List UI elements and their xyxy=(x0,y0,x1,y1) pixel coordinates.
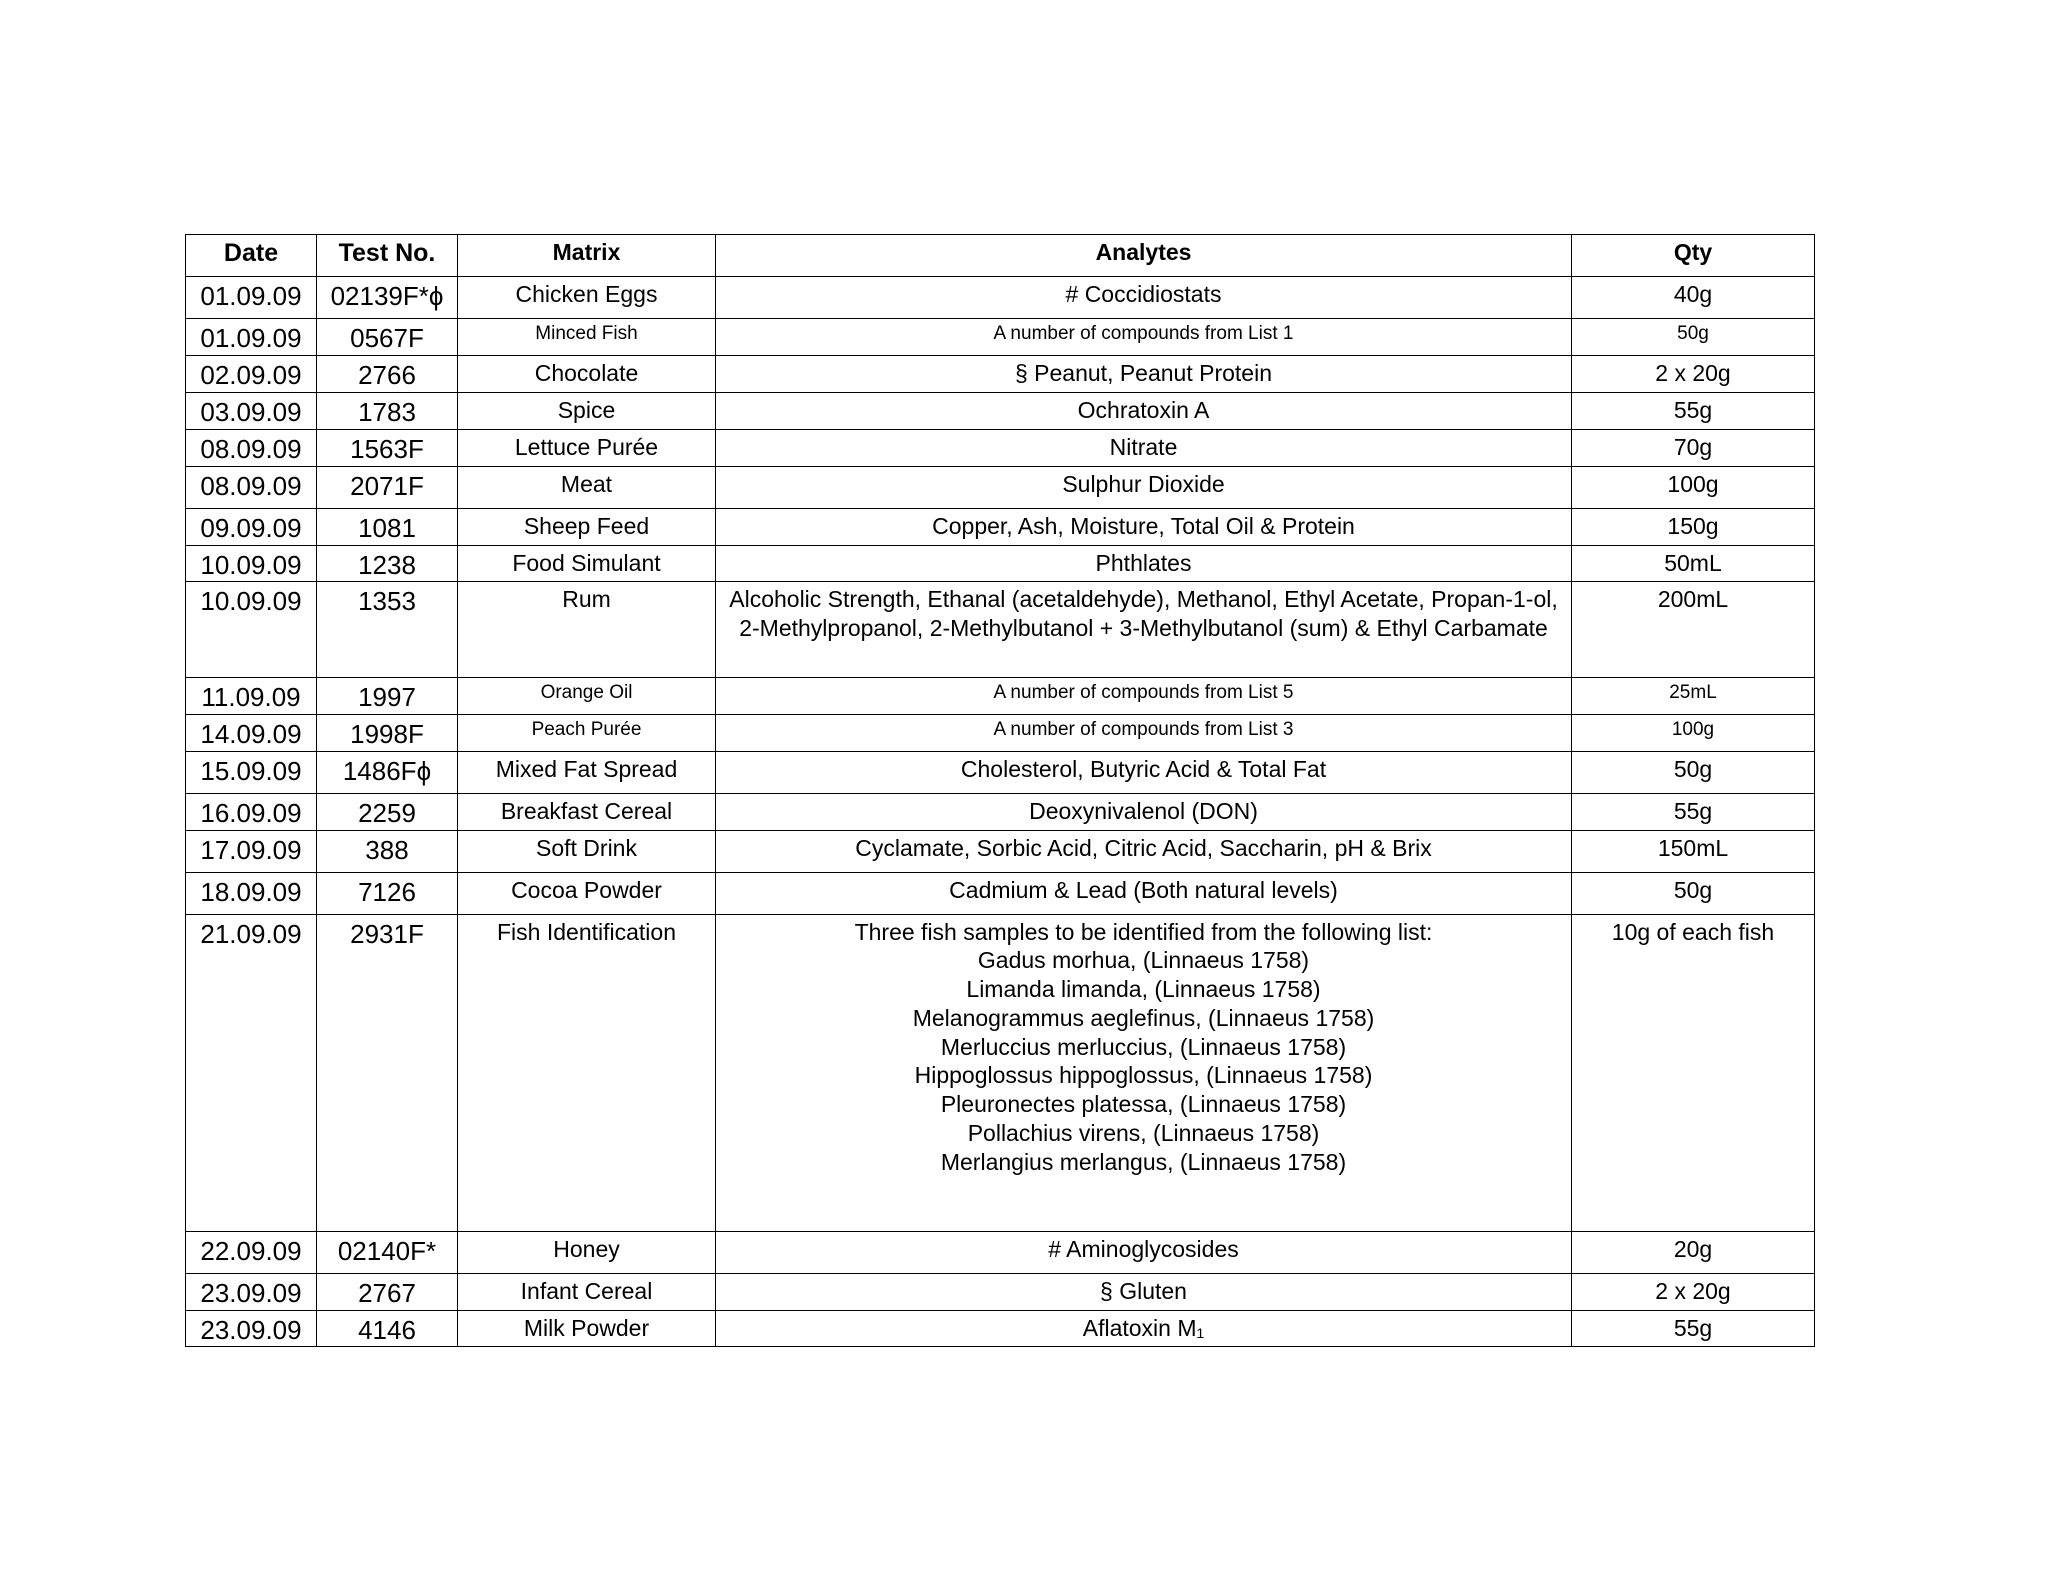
cell-qty: 100g xyxy=(1572,466,1815,508)
cell-analytes xyxy=(716,714,1572,751)
cell-analytes xyxy=(716,830,1572,872)
cell-date: 16.09.09 xyxy=(186,793,317,830)
analyte-line: Three fish samples to be identified from the following list: xyxy=(854,918,1433,945)
cell-qty: 200mL xyxy=(1572,582,1815,678)
cell-test-no: 1563F xyxy=(317,429,458,466)
cell-matrix: Spice xyxy=(458,392,716,429)
cell-analytes xyxy=(716,1310,1572,1347)
cell-date: 01.09.09 xyxy=(186,319,317,356)
cell-test-no: 388 xyxy=(317,830,458,872)
cell-matrix: Peach Purée xyxy=(458,714,716,751)
cell-analytes xyxy=(716,914,1572,1231)
cell-qty: 150g xyxy=(1572,508,1815,545)
cell-matrix: Rum xyxy=(458,582,716,678)
cell-test-no: 2766 xyxy=(317,356,458,393)
analyte-line: Hippoglossus hippoglossus, (Linnaeus 1758) xyxy=(914,1062,1373,1089)
analyte-line: Nitrate xyxy=(1109,433,1178,460)
analyte-line: A number of compounds from List 5 xyxy=(993,682,1294,703)
cell-analytes xyxy=(716,319,1572,356)
analyte-line: Merlangius merlangus, (Linnaeus 1758) xyxy=(940,1148,1347,1175)
cell-test-no: 0567F xyxy=(317,319,458,356)
analyte-line: A number of compounds from List 1 xyxy=(993,323,1294,344)
header-qty: Qty xyxy=(1572,235,1815,277)
analyte-line: Pollachius virens, (Linnaeus 1758) xyxy=(967,1119,1320,1146)
cell-test-no: 02139F*ϕ xyxy=(317,277,458,319)
cell-test-no: 1081 xyxy=(317,508,458,545)
header-date: Date xyxy=(186,235,317,277)
cell-matrix: Honey xyxy=(458,1231,716,1273)
header-test-no: Test No. xyxy=(317,235,458,277)
table-row xyxy=(186,1273,1815,1310)
table-row xyxy=(186,714,1815,751)
table-row xyxy=(186,356,1815,393)
cell-qty: 70g xyxy=(1572,429,1815,466)
cell-analytes xyxy=(716,1231,1572,1273)
analyte-line: Deoxynivalenol (DON) xyxy=(1029,797,1258,824)
analyte-line: Ochratoxin A xyxy=(1077,396,1210,423)
analyte-line: Aflatoxin M₁ xyxy=(1082,1314,1205,1341)
cell-qty: 2 x 20g xyxy=(1572,356,1815,393)
header-analytes: Analytes xyxy=(716,235,1572,277)
cell-analytes xyxy=(716,1273,1572,1310)
table-row xyxy=(186,277,1815,319)
table-row xyxy=(186,392,1815,429)
header-matrix: Matrix xyxy=(458,235,716,277)
table-row xyxy=(186,678,1815,715)
cell-date: 23.09.09 xyxy=(186,1273,317,1310)
cell-qty: 20g xyxy=(1572,1231,1815,1273)
cell-date: 23.09.09 xyxy=(186,1310,317,1347)
analyte-line: § Peanut, Peanut Protein xyxy=(1014,360,1273,386)
cell-date: 08.09.09 xyxy=(186,429,317,466)
cell-date: 11.09.09 xyxy=(186,678,317,715)
cell-test-no: 1998F xyxy=(317,714,458,751)
cell-qty: 150mL xyxy=(1572,830,1815,872)
table-row xyxy=(186,793,1815,830)
cell-analytes xyxy=(716,277,1572,319)
analyte-line: § Gluten xyxy=(1100,1277,1187,1304)
analyte-line: Cyclamate, Sorbic Acid, Citric Acid, Saccharin, pH & Brix xyxy=(855,834,1432,861)
cell-analytes xyxy=(716,356,1572,393)
analyte-line: Limanda limanda, (Linnaeus 1758) xyxy=(966,976,1321,1002)
cell-analytes xyxy=(716,751,1572,793)
cell-qty: 50g xyxy=(1572,319,1815,356)
cell-matrix: Minced Fish xyxy=(458,319,716,356)
cell-analytes xyxy=(716,793,1572,830)
cell-analytes xyxy=(716,582,1572,678)
analyte-line: Melanogrammus aeglefinus, (Linnaeus 1758) xyxy=(912,1004,1375,1031)
cell-qty: 55g xyxy=(1572,392,1815,429)
cell-analytes xyxy=(716,392,1572,429)
cell-matrix: Sheep Feed xyxy=(458,508,716,545)
cell-test-no: 02140F* xyxy=(317,1231,458,1273)
cell-qty: 10g of each fish xyxy=(1572,914,1815,1231)
cell-analytes xyxy=(716,545,1572,582)
cell-qty: 55g xyxy=(1572,793,1815,830)
analyte-line: Copper, Ash, Moisture, Total Oil & Protein xyxy=(932,512,1355,539)
cell-matrix: Chocolate xyxy=(458,356,716,393)
table-row xyxy=(186,1231,1815,1273)
cell-matrix: Cocoa Powder xyxy=(458,872,716,914)
cell-date: 08.09.09 xyxy=(186,466,317,508)
cell-matrix: Mixed Fat Spread xyxy=(458,751,716,793)
table-row xyxy=(186,429,1815,466)
analyte-line: Alcoholic Strength, Ethanal (acetaldehyde), Methanol, Ethyl Acetate, Propan-1-ol, 2-Methylpropanol, 2-Methylbutanol + 3-Methylbutanol (sum) & Ethyl Carbamate xyxy=(729,586,1558,641)
cell-test-no: 1238 xyxy=(317,545,458,582)
schedule-rows xyxy=(186,277,1815,1347)
cell-test-no: 1997 xyxy=(317,678,458,715)
cell-qty: 50g xyxy=(1572,751,1815,793)
cell-matrix: Infant Cereal xyxy=(458,1273,716,1310)
analyte-line: # Aminoglycosides xyxy=(1048,1235,1239,1262)
cell-date: 15.09.09 xyxy=(186,751,317,793)
table-row xyxy=(186,872,1815,914)
table-row xyxy=(186,545,1815,582)
cell-matrix: Breakfast Cereal xyxy=(458,793,716,830)
cell-matrix: Fish Identification xyxy=(458,914,716,1231)
cell-test-no: 2767 xyxy=(317,1273,458,1310)
cell-qty: 2 x 20g xyxy=(1572,1273,1815,1310)
cell-qty: 40g xyxy=(1572,277,1815,319)
cell-qty: 50g xyxy=(1572,872,1815,914)
analyte-line: Pleuronectes platessa, (Linnaeus 1758) xyxy=(940,1091,1347,1117)
analyte-line: Sulphur Dioxide xyxy=(1062,470,1225,497)
cell-date: 17.09.09 xyxy=(186,830,317,872)
cell-matrix: Soft Drink xyxy=(458,830,716,872)
cell-matrix: Lettuce Purée xyxy=(458,429,716,466)
cell-date: 14.09.09 xyxy=(186,714,317,751)
table-row xyxy=(186,1310,1815,1347)
analyte-line: # Coccidiostats xyxy=(1065,281,1222,307)
table-row xyxy=(186,830,1815,872)
cell-date: 21.09.09 xyxy=(186,914,317,1231)
table-row xyxy=(186,508,1815,545)
analyte-line: A number of compounds from List 3 xyxy=(993,718,1294,740)
cell-matrix: Chicken Eggs xyxy=(458,277,716,319)
header-row xyxy=(186,235,1815,277)
cell-test-no: 1486Fϕ xyxy=(317,751,458,793)
cell-analytes xyxy=(716,429,1572,466)
cell-test-no: 4146 xyxy=(317,1310,458,1347)
analyte-line: Gadus morhua, (Linnaeus 1758) xyxy=(977,947,1310,974)
analyte-line: Phthlates xyxy=(1095,549,1192,576)
cell-qty: 25mL xyxy=(1572,678,1815,715)
cell-matrix: Orange Oil xyxy=(458,678,716,715)
analyte-line: Cadmium & Lead (Both natural levels) xyxy=(949,876,1338,903)
cell-matrix: Milk Powder xyxy=(458,1310,716,1347)
cell-test-no: 2931F xyxy=(317,914,458,1231)
table-row xyxy=(186,319,1815,356)
analyte-line: Merluccius merluccius, (Linnaeus 1758) xyxy=(940,1033,1347,1060)
schedule-table xyxy=(185,234,1815,1347)
cell-qty: 55g xyxy=(1572,1310,1815,1347)
cell-date: 22.09.09 xyxy=(186,1231,317,1273)
cell-date: 02.09.09 xyxy=(186,356,317,393)
cell-analytes xyxy=(716,678,1572,715)
cell-qty: 100g xyxy=(1572,714,1815,751)
cell-date: 10.09.09 xyxy=(186,545,317,582)
cell-test-no: 2259 xyxy=(317,793,458,830)
cell-test-no: 2071F xyxy=(317,466,458,508)
cell-date: 03.09.09 xyxy=(186,392,317,429)
proficiency-test-schedule xyxy=(185,234,1814,1347)
cell-matrix: Meat xyxy=(458,466,716,508)
cell-qty: 50mL xyxy=(1572,545,1815,582)
cell-test-no: 1353 xyxy=(317,582,458,678)
cell-date: 10.09.09 xyxy=(186,582,317,678)
cell-analytes xyxy=(716,466,1572,508)
cell-test-no: 1783 xyxy=(317,392,458,429)
analyte-line: Cholesterol, Butyric Acid & Total Fat xyxy=(960,755,1327,782)
cell-date: 18.09.09 xyxy=(186,872,317,914)
table-row xyxy=(186,466,1815,508)
table-row xyxy=(186,582,1815,678)
cell-analytes xyxy=(716,872,1572,914)
cell-analytes xyxy=(716,508,1572,545)
cell-matrix: Food Simulant xyxy=(458,545,716,582)
cell-date: 01.09.09 xyxy=(186,277,317,319)
cell-date: 09.09.09 xyxy=(186,508,317,545)
table-row xyxy=(186,751,1815,793)
cell-test-no: 7126 xyxy=(317,872,458,914)
table-row xyxy=(186,914,1815,1231)
